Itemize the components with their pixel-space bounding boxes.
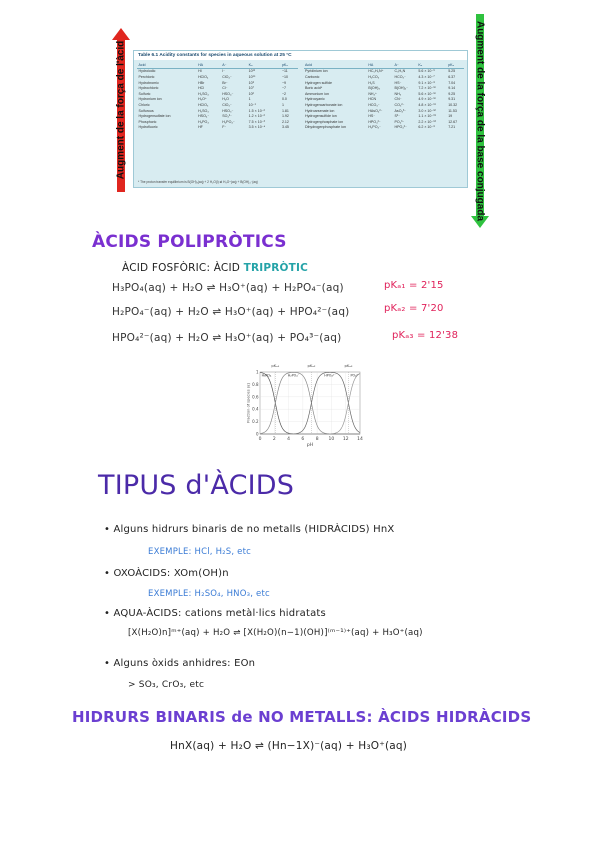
table-cell: 1 xyxy=(281,102,284,107)
table-cell: CN⁻ xyxy=(394,97,402,102)
acidity-constants-table xyxy=(133,50,468,188)
bullet-1-text: Alguns hidrurs binaris de no metalls (HIDRÀCIDS) HnX xyxy=(113,524,395,535)
table-cell: HCl xyxy=(198,86,205,91)
x-tick-label: 10 xyxy=(328,437,335,442)
table-cell: H₂O xyxy=(222,97,229,102)
table-cell: H₂S xyxy=(368,80,375,85)
table-cell: SO₄²⁻ xyxy=(222,114,232,119)
right-header-0: Acid xyxy=(304,62,367,68)
table-cell: HSO₄⁻ xyxy=(222,91,234,96)
table-cell: Perchloric xyxy=(138,74,155,79)
table-cell: S²⁻ xyxy=(394,114,400,119)
table-cell: B(OH)₄⁻ xyxy=(394,86,409,91)
right-header-4: pKₐ xyxy=(447,62,464,68)
bullet-4-text: Alguns òxids anhidres: EOn xyxy=(113,658,256,669)
acid-strength-label: Augment de la força de l'àcid xyxy=(115,40,127,180)
table-cell: H₃O⁺ xyxy=(198,97,207,102)
equation-1: H₃PO₄(aq) + H₂O ⇌ H₃O⁺(aq) + H₂PO₄⁻(aq) xyxy=(112,282,344,294)
table-cell: 3.5 × 10⁻⁴ xyxy=(248,125,266,130)
table-cell: 0.0 xyxy=(281,97,287,102)
table-cell: 1.1 × 10⁻¹⁹ xyxy=(418,114,437,119)
table-cell: 9.1 × 10⁻⁸ xyxy=(418,80,435,85)
table-cell: 7.04 xyxy=(448,80,456,85)
subtitle-triprotic: TRIPRÒTIC xyxy=(243,262,309,274)
table-cell: 7.5 × 10⁻³ xyxy=(248,119,265,124)
table-cell: B(OH)₃ xyxy=(368,86,380,91)
left-header-4: pKₐ xyxy=(280,62,297,68)
section-title-polyprotic: ÀCIDS POLIPRÒTICS xyxy=(92,232,287,252)
table-cell: Chloric xyxy=(138,102,150,107)
table-cell: 5.6 × 10⁻⁶ xyxy=(418,69,435,74)
species-label: H₂PO₄⁻ xyxy=(287,373,300,378)
table-cell: 12.67 xyxy=(448,119,458,124)
table-cell: Hydrochloric xyxy=(138,86,159,91)
table-cell: HCN xyxy=(368,97,377,102)
table-cell: H₂SO₃ xyxy=(198,108,209,113)
species-label: PO₄³⁻ xyxy=(350,373,360,378)
bullet-2-text: OXOÀCIDS: XOm(OH)n xyxy=(113,568,229,579)
conjugate-base-strength-label: Augment de la força de la base conjugada xyxy=(474,20,486,222)
table-cell: 10⁷ xyxy=(248,86,254,91)
table-cell: HF xyxy=(198,125,203,130)
table-cell: 2.12 xyxy=(281,119,289,124)
table-cell: 9.25 xyxy=(448,91,456,96)
table-cell: 1 xyxy=(248,97,251,102)
table-cell: HCO₃⁻ xyxy=(368,102,380,107)
table-cell: HPO₄²⁻ xyxy=(368,119,381,124)
table-cell: C₅H₅N xyxy=(394,69,406,74)
table-cell: 19 xyxy=(448,114,453,119)
equation-2: H₂PO₄⁻(aq) + H₂O ⇌ H₃O⁺(aq) + HPO₄²⁻(aq) xyxy=(112,306,350,318)
table-cell: HClO₃ xyxy=(198,102,209,107)
table-cell: 5.25 xyxy=(448,69,456,74)
table-cell: HC₅H₅N⁺ xyxy=(368,69,384,74)
table-cell: −2 xyxy=(281,91,287,96)
pka1-value: pKₐ₁ = 2'15 xyxy=(384,280,444,291)
table-cell: 7.2 × 10⁻¹⁰ xyxy=(418,86,436,91)
table-footnote: * The proton transfer equilibrium is B(OH)₃(aq) + 2 H₂O(l) ⇌ H₃O⁺(aq) + B(OH)₄⁻(aq) xyxy=(138,180,258,184)
table-cell: Hydroiodic xyxy=(138,69,156,74)
table-cell: 9.31 xyxy=(448,97,456,102)
subtitle-prefix: ÀCID FOSFÒRIC: ÀCID xyxy=(122,262,241,274)
table-left xyxy=(137,62,298,130)
x-tick-label: 12 xyxy=(342,437,349,442)
table-cell: Hydroarsenate ion xyxy=(305,108,335,113)
table-cell: Br⁻ xyxy=(222,80,228,85)
table-cell: Hydrogenphosphate ion xyxy=(305,119,344,124)
table-cell: Hydrogensulfate ion xyxy=(138,114,171,119)
bullet-4: • Alguns òxids anhidres: EOn xyxy=(104,658,256,669)
bullet-1-example: EXEMPLE: HCl, H₂S, etc xyxy=(148,547,252,557)
bullet-1: • Alguns hidrurs binaris de no metalls (HIDRÀCIDS) HnX xyxy=(104,524,395,535)
table-cell: HS⁻ xyxy=(394,80,402,85)
right-header-3: Kₐ xyxy=(417,62,447,68)
y-tick-label: 1 xyxy=(255,369,259,375)
table-cell: HS⁻ xyxy=(368,114,376,119)
table-cell: Cl⁻ xyxy=(222,86,228,91)
y-tick-label: 0 xyxy=(255,431,259,437)
table-cell: H₂PO₄⁻ xyxy=(222,119,235,124)
table-cell: −9 xyxy=(281,80,287,85)
table-cell: AsO₄³⁻ xyxy=(394,108,407,113)
x-tick-label: 0 xyxy=(258,437,262,442)
x-tick-label: 6 xyxy=(301,437,305,442)
table-cell: CO₃²⁻ xyxy=(394,102,405,107)
species-label: H₃PO₄ xyxy=(261,373,272,378)
table-cell: HSO₃⁻ xyxy=(222,108,234,113)
table-cell: 10¹⁰ xyxy=(248,74,256,79)
table-cell: −7 xyxy=(281,86,287,91)
table-cell: HAsO₄²⁻ xyxy=(368,108,383,113)
table-row xyxy=(304,125,465,131)
x-tick-label: 14 xyxy=(357,437,363,442)
table-cell: HClO₄ xyxy=(198,74,209,79)
pka-top-label: pKₐ₃ xyxy=(344,363,353,368)
table-cell: 3.45 xyxy=(281,125,289,130)
bullet-2: • OXOÀCIDS: XOm(OH)n xyxy=(104,568,229,579)
section-title-binary-hydrides: HIDRURS BINARIS de NO METALLS: ÀCIDS HIDRÀCIDS xyxy=(72,708,532,726)
table-cell: HI xyxy=(198,69,202,74)
pka2-value: pKₐ₂ = 7'20 xyxy=(384,303,444,314)
table-cell: Hydrobromic xyxy=(138,80,159,85)
bullet-4-example: > SO₃, CrO₃, etc xyxy=(128,680,205,690)
table-cell: 6.37 xyxy=(448,74,456,79)
table-cell: 2.2 × 10⁻¹³ xyxy=(418,119,436,124)
section-title-acid-types: TIPUS d'ÀCIDS xyxy=(98,470,295,501)
pka-top-label: pKₐ₂ xyxy=(307,363,316,368)
pka3-value: pKₐ₃ = 12'38 xyxy=(392,330,459,341)
table-cell: NH₄⁺ xyxy=(368,91,377,96)
table-cell: 4.3 × 10⁻⁷ xyxy=(418,74,435,79)
table-cell: 9.14 xyxy=(448,86,456,91)
table-cell: 1.5 × 10⁻² xyxy=(248,108,265,113)
table-cell: 10² xyxy=(248,91,254,96)
left-header-3: Kₐ xyxy=(247,62,280,68)
table-cell: HBr xyxy=(198,80,205,85)
table-cell: F⁻ xyxy=(222,125,227,130)
table-cell: 10⁻¹ xyxy=(248,102,256,107)
table-cell: I⁻ xyxy=(222,69,226,74)
table-cell: PO₄³⁻ xyxy=(394,119,405,124)
table-cell: 10⁹ xyxy=(248,80,255,85)
table-cell: 10.32 xyxy=(448,102,458,107)
table-cell: HCO₃⁻ xyxy=(394,74,406,79)
table-cell: 10¹¹ xyxy=(248,69,256,74)
table-row xyxy=(137,125,298,131)
species-label: HPO₄²⁻ xyxy=(324,373,336,378)
table-cell: H₃PO₄ xyxy=(198,119,209,124)
x-tick-label: 4 xyxy=(287,437,291,442)
table-cell: 11.53 xyxy=(448,108,457,113)
table-cell: Sulfurous xyxy=(138,108,154,113)
table-cell: Ammonium ion xyxy=(305,91,329,96)
table-cell: −11 xyxy=(281,69,288,74)
right-header-1: HA xyxy=(367,62,393,68)
bullet-3-equation: [X(H₂O)n]ᵐ⁺(aq) + H₂O ⇌ [X(H₂O)(n−1)(OH)]⁽ᵐ⁻¹⁾⁺(aq) + H₃O⁺(aq) xyxy=(128,628,423,638)
table-cell: Hydrogensulfide ion xyxy=(305,114,337,119)
left-header-0: Acid xyxy=(137,62,197,68)
bullet-3-text: AQUA-ÀCIDS: cations metàl·lics hidratats xyxy=(113,608,326,619)
table-cell: 3.0 × 10⁻¹² xyxy=(418,108,436,113)
bullet-3: • AQUA-ÀCIDS: cations metàl·lics hidratats xyxy=(104,608,326,619)
right-header-2: A⁻ xyxy=(393,62,417,68)
table-cell: H₂SO₄ xyxy=(198,91,209,96)
y-tick-label: 0.2 xyxy=(252,419,259,425)
table-cell: Hydrogencarbonate ion xyxy=(305,102,343,107)
table-cell: H₂PO₄⁻ xyxy=(368,125,381,130)
table-cell: 1.81 xyxy=(281,108,289,113)
table-cell: 6.2 × 10⁻⁸ xyxy=(418,125,435,130)
y-tick-label: 0.6 xyxy=(252,394,259,400)
table-cell: ClO₃⁻ xyxy=(222,102,232,107)
pka-top-label: pKₐ₁ xyxy=(271,363,280,368)
y-tick-label: 0.8 xyxy=(252,381,259,387)
x-tick-label: 2 xyxy=(272,437,276,442)
y-axis-label: Fraction of species (α) xyxy=(246,383,251,423)
hydracid-equation: HnX(aq) + H₂O ⇌ (Hn−1X)⁻(aq) + H₃O⁺(aq) xyxy=(170,740,408,752)
table-cell: Hydrogen sulfide xyxy=(305,80,332,85)
table-cell: 5.6 × 10⁻¹⁰ xyxy=(418,91,436,96)
table-cell: HPO₄²⁻ xyxy=(394,125,407,130)
table-cell: 4.8 × 10⁻¹¹ xyxy=(418,102,436,107)
table-cell: Boric acid* xyxy=(305,86,323,91)
x-axis-label: pH xyxy=(306,443,314,448)
table-title: Table 6.1 Acidity constants for species in aqueous solution at 25 °C xyxy=(134,51,467,60)
left-header-1: HA xyxy=(197,62,221,68)
table-cell: H₂CO₃ xyxy=(368,74,380,79)
phosphoric-speciation-chart xyxy=(246,360,364,450)
table-cell: NH₃ xyxy=(394,91,402,96)
table-cell: Hydrofluoric xyxy=(138,125,158,130)
table-cell: 7.21 xyxy=(448,125,456,130)
table-right xyxy=(304,62,465,130)
table-cell: Phosphoric xyxy=(138,119,157,124)
table-cell: −10 xyxy=(281,74,289,79)
x-tick-label: 8 xyxy=(315,437,319,442)
y-tick-label: 0.4 xyxy=(252,406,259,412)
left-header-2: A⁻ xyxy=(221,62,247,68)
equation-3: HPO₄²⁻(aq) + H₂O ⇌ H₃O⁺(aq) + PO₄³⁻(aq) xyxy=(112,332,342,344)
table-cell: 1.2 × 10⁻² xyxy=(248,114,265,119)
table-cell: Pyridinium ion xyxy=(305,69,328,74)
table-cell: Hydronium ion xyxy=(138,97,162,102)
table-cell: 4.9 × 10⁻¹⁰ xyxy=(418,97,436,102)
table-cell: HSO₄⁻ xyxy=(198,114,210,119)
table-cell: Sulfuric xyxy=(138,91,151,96)
table-cell: Dihydrogenphosphate ion xyxy=(305,125,346,130)
bullet-2-example: EXEMPLE: H₂SO₄, HNO₃, etc xyxy=(148,589,270,599)
table-cell: Hydrocyanic xyxy=(305,97,325,102)
table-cell: Carbonic xyxy=(305,74,320,79)
table-cell: 1.92 xyxy=(281,114,289,119)
phosphoric-acid-subtitle xyxy=(122,262,308,274)
table-cell: ClO₄⁻ xyxy=(222,74,232,79)
